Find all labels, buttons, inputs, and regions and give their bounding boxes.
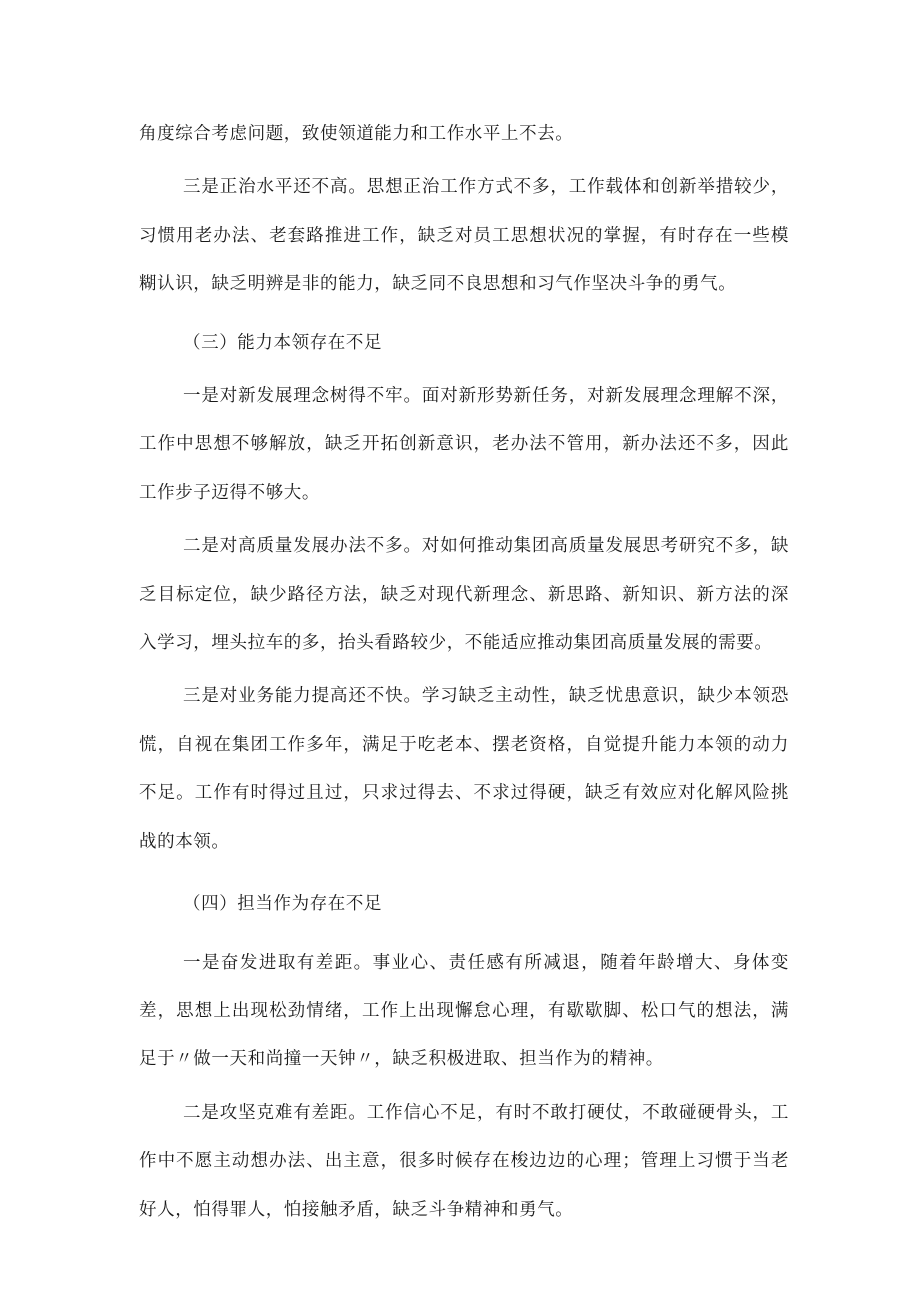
section-heading-ability: （三）能力本领存在不足	[183, 332, 383, 353]
paragraph-high-quality: 二是对高质量发展办法不多。对如何推动集团高质量发展思考研究不多，缺乏目标定位，缺少路径方法，缺乏对现代新理念、新思路、新知识、新方法的深入学习，埋头拉车的多，抬头看路较少，不能适应推动集团高质量发展的需要。	[139, 536, 789, 654]
paragraph-political-level: 三是正治水平还不高。思想正治工作方式不多，工作载体和创新举措较少，习惯用老办法、老套路推进工作，缺乏对员工思想状况的掌握，有时存在一些模糊认识，缺乏明辨是非的能力，缺乏同不良思想和习气作坚决斗争的勇气。	[139, 177, 789, 295]
paragraph-new-development: 一是对新发展理念树得不牢。面对新形势新任务，对新发展理念理解不深，工作中思想不够解放，缺乏开拓创新意识，老办法不管用，新办法还不多，因此工作步子迈得不够大。	[139, 386, 789, 503]
paragraph-overcoming-difficulties: 二是攻坚克难有差距。工作信心不足，有时不敢打硬仗，不敢碰硬骨头，工作中不愿主动想办法、出主意，很多时候存在梭边边的心理；管理上习惯于当老好人，怕得罪人，怕接触矛盾，缺乏斗争精神和勇气。	[139, 1102, 789, 1220]
document-body	[139, 110, 789, 1234]
paragraph-continuation: 角度综合考虑问题，致使领道能力和工作水平上不去。	[139, 124, 574, 144]
paragraph-enterprising: 一是奋发进取有差距。事业心、责任感有所减退，随着年龄增大、身体变差，思想上出现松劲情绪，工作上出现懈怠心理，有歇歇脚、松口气的想法，满足于〃做一天和尚撞一天钟〃，缺乏积极进取、担当作为的精神。	[139, 952, 789, 1070]
paragraph-business-ability: 三是对业务能力提高还不快。学习缺乏主动性，缺乏忧患意识，缺少本领恐慌，自视在集团工作多年，满足于吃老本、摆老资格，自觉提升能力本领的动力不足。工作有时得过且过，只求过得去、不求过得硬，缺乏有效应对化解风险挑战的本领。	[139, 686, 789, 852]
section-heading-responsibility: （四）担当作为存在不足	[183, 894, 383, 915]
